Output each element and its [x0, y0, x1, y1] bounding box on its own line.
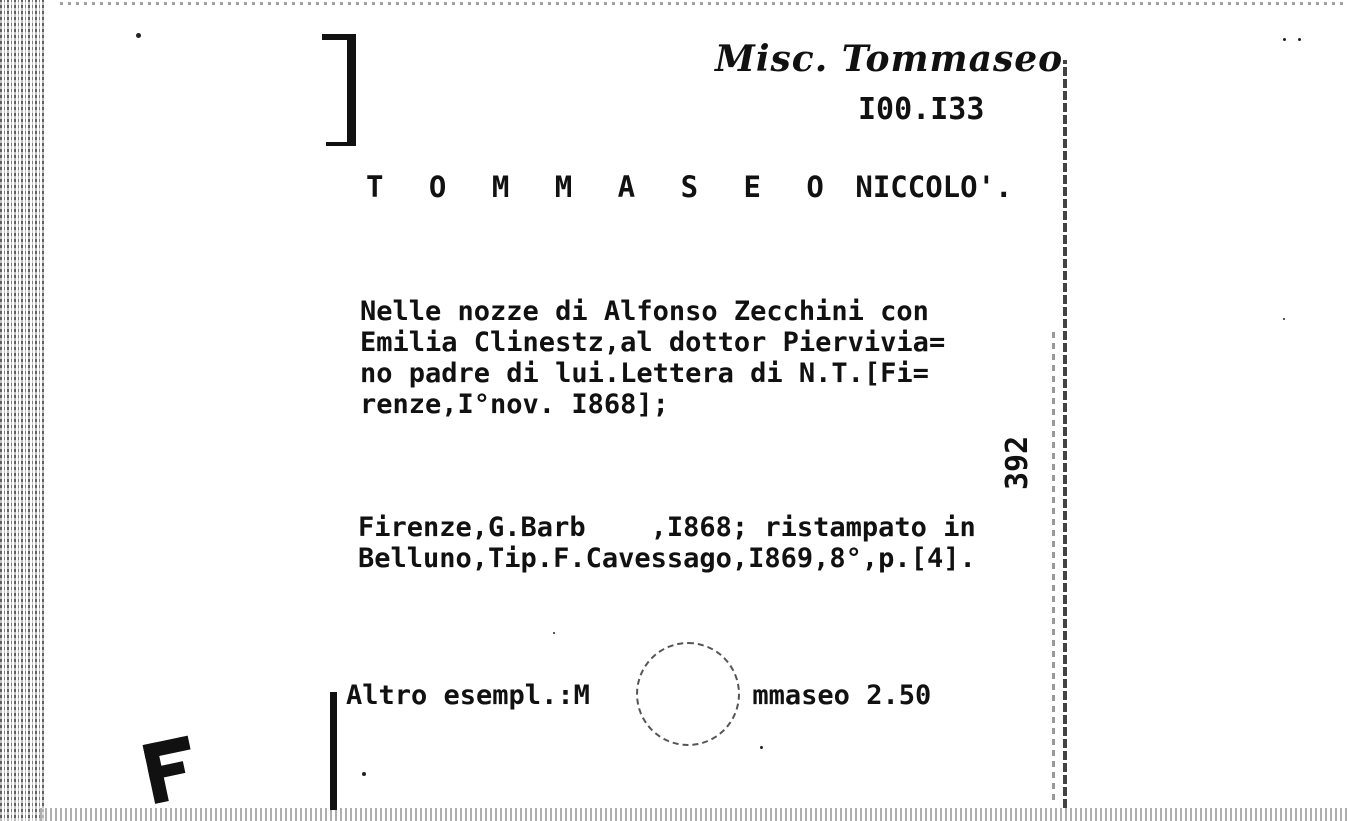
title-description: Nelle nozze di Alfonso Zecchini con Emilia Clinestz,al dottor Piervivia= no padre di lui.Lettera di N.T.[Fi= renze,I°nov. I868]; [360, 296, 946, 420]
left-marker-bar [330, 692, 337, 810]
shelfmark-number: I00.I33 [858, 92, 985, 127]
scan-bottom-edge [40, 808, 1348, 821]
vertical-inventory-number: 392 [1000, 435, 1035, 490]
card-right-border [1063, 60, 1067, 808]
other-copy-note-right: mmaseo 2.50 [752, 680, 932, 711]
circular-stamp [636, 642, 740, 746]
scan-left-edge-texture [0, 0, 46, 821]
letter-f-stamp-icon [138, 732, 202, 804]
author-heading [366, 170, 1013, 204]
author-surname: T O M M A S E O [366, 170, 838, 204]
handwritten-collection-title: Misc. Tommaseo [715, 38, 1064, 80]
card-inner-border [1052, 330, 1055, 800]
bracket-bottom [326, 142, 356, 146]
bracket-mark [322, 30, 356, 146]
other-copy-note-left: Altro esempl.:M [346, 680, 590, 711]
imprint-statement: Firenze,G.Barb ,I868; ristampato in Belluno,Tip.F.Cavessago,I869,8°,p.[4]. [358, 512, 976, 574]
bracket-stem [347, 36, 356, 144]
scan-top-edge [60, 2, 1348, 5]
author-forename: NICCOLO'. [855, 170, 1013, 204]
